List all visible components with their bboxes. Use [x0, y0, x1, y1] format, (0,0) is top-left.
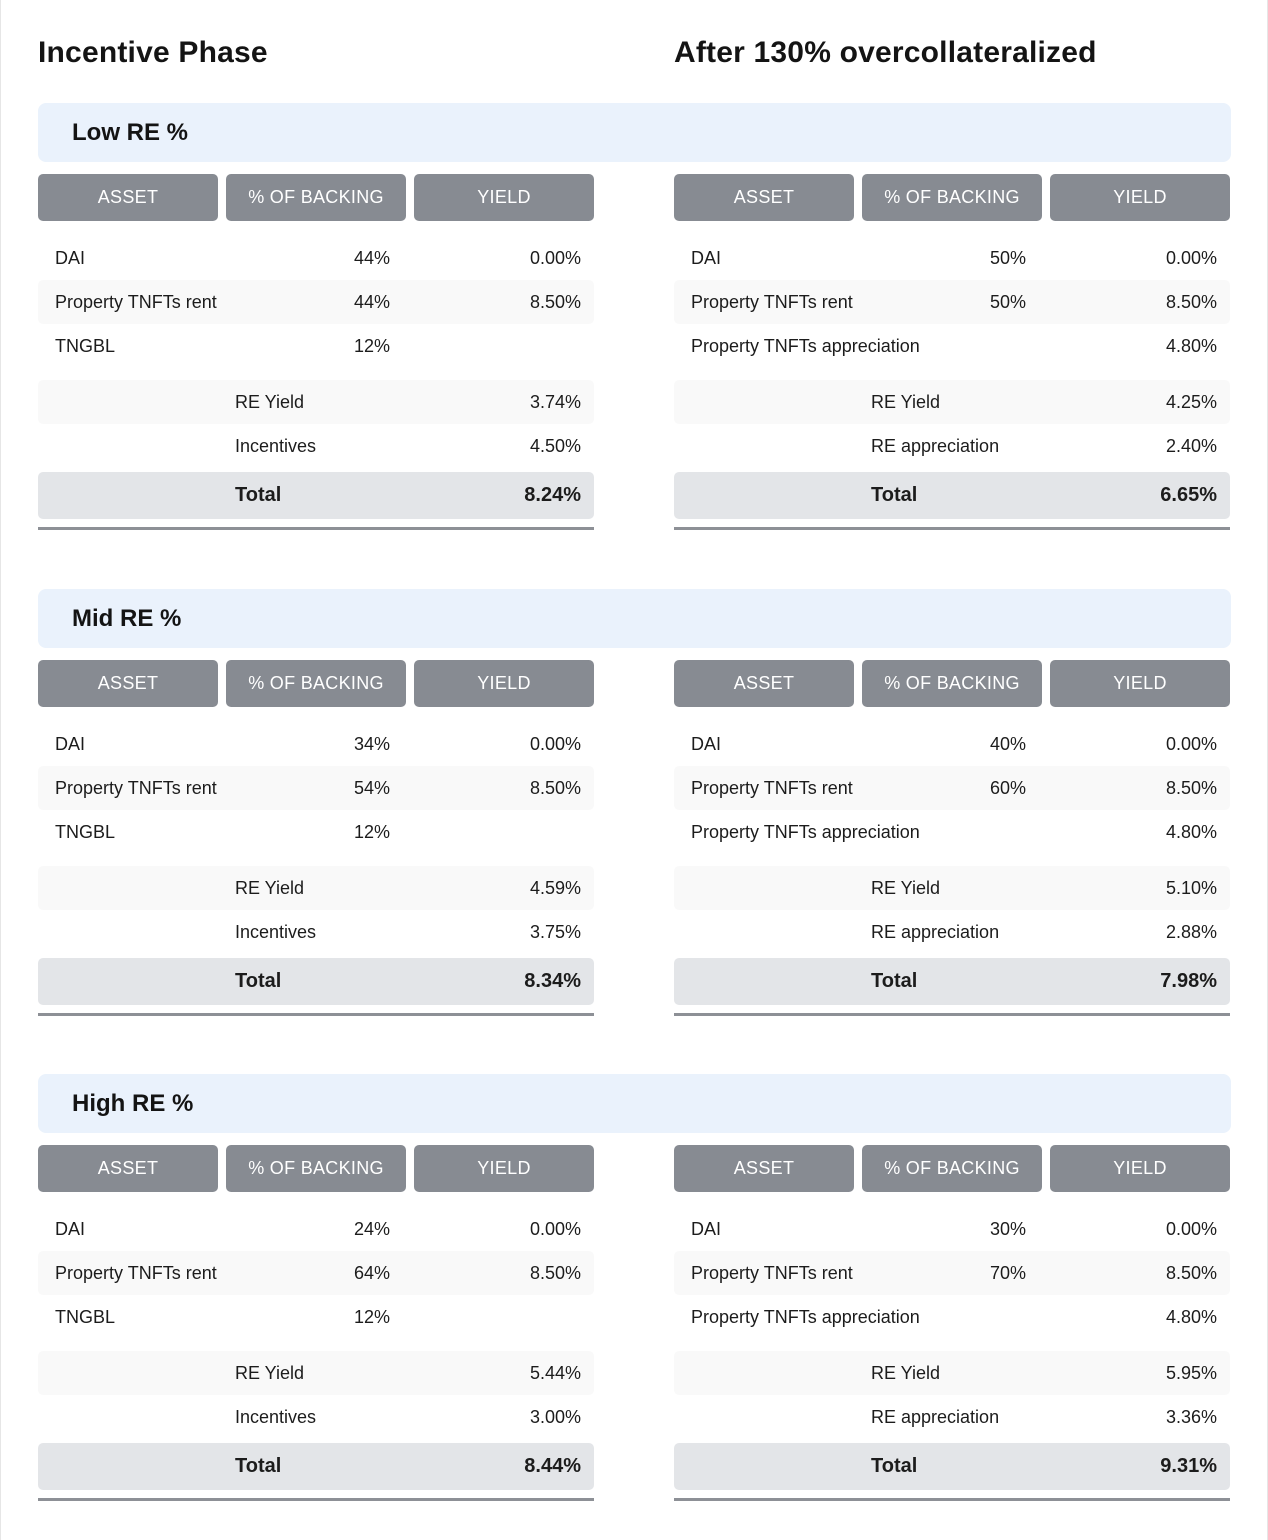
- summary-row: [674, 380, 1230, 424]
- summary-label: RE appreciation: [871, 436, 1000, 456]
- yield-column-header: YIELD: [1050, 1145, 1230, 1192]
- incentive-phase-heading: Incentive Phase: [38, 36, 268, 69]
- asset-name: DAI: [691, 248, 722, 268]
- asset-row: [674, 280, 1230, 324]
- backing-percent: 34%: [353, 734, 390, 754]
- asset-name: DAI: [55, 248, 86, 268]
- summary-value: 4.50%: [529, 436, 581, 456]
- asset-row: [38, 280, 594, 324]
- table-underline: [674, 1013, 1230, 1016]
- asset-yield: 8.50%: [1165, 778, 1217, 798]
- asset-row: [674, 766, 1230, 810]
- yield-column-header: YIELD: [414, 660, 594, 707]
- backing-column-header: % OF BACKING: [226, 660, 406, 707]
- summary-value: 2.88%: [1165, 922, 1217, 942]
- asset-name: Property TNFTs rent: [691, 778, 853, 798]
- backing-column-header: % OF BACKING: [862, 1145, 1042, 1192]
- incentive-phase-table: [38, 174, 594, 530]
- table-underline: [38, 527, 594, 530]
- table-underline: [674, 1498, 1230, 1501]
- summary-row: [674, 910, 1230, 954]
- asset-name: TNGBL: [55, 336, 116, 356]
- overcollateralized-heading: After 130% overcollateralized: [674, 36, 1097, 69]
- summary-value: 3.36%: [1165, 1407, 1217, 1427]
- scenario-title-band: [38, 1074, 1231, 1133]
- asset-name: Property TNFTs rent: [55, 778, 217, 798]
- summary-label: RE Yield: [871, 878, 941, 898]
- asset-yield: 0.00%: [529, 248, 581, 268]
- summary-row: [38, 910, 594, 954]
- scenario-title: Low RE %: [72, 119, 189, 146]
- asset-name: TNGBL: [55, 1307, 116, 1327]
- summary-row: [38, 1395, 594, 1439]
- summary-value: 3.75%: [529, 922, 581, 942]
- asset-row: [674, 1251, 1230, 1295]
- total-row: [38, 958, 594, 1005]
- summary-row: [38, 380, 594, 424]
- scenario-title: Mid RE %: [72, 605, 182, 632]
- summary-value: 5.44%: [529, 1363, 581, 1383]
- backing-percent: 24%: [353, 1219, 390, 1239]
- asset-row: [38, 1251, 594, 1295]
- table-underline: [38, 1013, 594, 1016]
- total-value: 8.44%: [524, 1455, 581, 1477]
- backing-percent: 60%: [989, 778, 1026, 798]
- asset-column-header: ASSET: [38, 174, 218, 221]
- summary-value: 5.95%: [1165, 1363, 1217, 1383]
- summary-value: 2.40%: [1165, 436, 1217, 456]
- summary-row: [674, 866, 1230, 910]
- yield-column-header: YIELD: [1050, 660, 1230, 707]
- asset-yield: 0.00%: [529, 1219, 581, 1239]
- asset-name: Property TNFTs rent: [691, 1263, 853, 1283]
- scenario-title-band: [38, 589, 1231, 648]
- total-row: [38, 1443, 594, 1490]
- asset-name: DAI: [691, 734, 722, 754]
- asset-name: DAI: [691, 1219, 722, 1239]
- asset-name: Property TNFTs appreciation: [691, 1307, 920, 1327]
- incentive-phase-table: [38, 1145, 594, 1501]
- total-value: 9.31%: [1160, 1455, 1217, 1477]
- summary-value: 3.74%: [529, 392, 581, 412]
- summary-value: 3.00%: [529, 1407, 581, 1427]
- asset-row: [674, 1207, 1230, 1251]
- backing-column-header: % OF BACKING: [226, 1145, 406, 1192]
- asset-row: [38, 810, 594, 854]
- asset-yield: 4.80%: [1165, 1307, 1217, 1327]
- summary-label: Incentives: [235, 922, 317, 942]
- total-value: 7.98%: [1160, 970, 1217, 992]
- asset-yield: 8.50%: [529, 1263, 581, 1283]
- overcollateralized-table: [674, 1145, 1230, 1501]
- asset-yield: 4.80%: [1165, 822, 1217, 842]
- asset-yield: 8.50%: [1165, 1263, 1217, 1283]
- summary-row: [38, 1351, 594, 1395]
- backing-percent: 70%: [989, 1263, 1026, 1283]
- backing-percent: 30%: [989, 1219, 1026, 1239]
- asset-yield: 8.50%: [529, 292, 581, 312]
- yield-column-header: YIELD: [1050, 174, 1230, 221]
- asset-row: [38, 722, 594, 766]
- backing-column-header: % OF BACKING: [862, 660, 1042, 707]
- backing-percent: 44%: [353, 248, 390, 268]
- asset-name: Property TNFTs rent: [55, 1263, 217, 1283]
- asset-row: [38, 324, 594, 368]
- asset-column-header: ASSET: [38, 1145, 218, 1192]
- total-label: Total: [235, 1455, 282, 1477]
- backing-percent: 54%: [353, 778, 390, 798]
- summary-row: [674, 1395, 1230, 1439]
- asset-name: TNGBL: [55, 822, 116, 842]
- backing-percent: 12%: [353, 336, 390, 356]
- asset-yield: 4.80%: [1165, 336, 1217, 356]
- asset-row: [38, 236, 594, 280]
- asset-row: [674, 236, 1230, 280]
- asset-yield: 0.00%: [529, 734, 581, 754]
- asset-yield: 0.00%: [1165, 1219, 1217, 1239]
- total-row: [674, 958, 1230, 1005]
- backing-percent: 50%: [989, 248, 1026, 268]
- summary-row: [674, 1351, 1230, 1395]
- asset-column-header: ASSET: [674, 660, 854, 707]
- yield-column-header: YIELD: [414, 1145, 594, 1192]
- total-label: Total: [235, 970, 282, 992]
- total-row: [674, 472, 1230, 519]
- total-label: Total: [871, 484, 918, 506]
- table-underline: [674, 527, 1230, 530]
- asset-column-header: ASSET: [674, 1145, 854, 1192]
- total-label: Total: [871, 970, 918, 992]
- asset-row: [674, 324, 1230, 368]
- backing-column-header: % OF BACKING: [862, 174, 1042, 221]
- asset-yield: 8.50%: [529, 778, 581, 798]
- overcollateralized-table: [674, 660, 1230, 1016]
- asset-name: Property TNFTs appreciation: [691, 336, 920, 356]
- overcollateralized-table: [674, 174, 1230, 530]
- total-row: [38, 472, 594, 519]
- total-label: Total: [871, 1455, 918, 1477]
- asset-column-header: ASSET: [38, 660, 218, 707]
- summary-row: [674, 424, 1230, 468]
- backing-percent: 12%: [353, 822, 390, 842]
- backing-percent: 40%: [989, 734, 1026, 754]
- summary-row: [38, 866, 594, 910]
- summary-label: RE Yield: [871, 1363, 941, 1383]
- asset-row: [674, 810, 1230, 854]
- scenario-section: [38, 589, 1231, 1029]
- backing-percent: 44%: [353, 292, 390, 312]
- asset-yield: 0.00%: [1165, 734, 1217, 754]
- backing-percent: 50%: [989, 292, 1026, 312]
- scenario-section: [38, 103, 1231, 543]
- asset-yield: 8.50%: [1165, 292, 1217, 312]
- total-value: 6.65%: [1160, 484, 1217, 506]
- total-value: 8.24%: [524, 484, 581, 506]
- summary-label: Incentives: [235, 1407, 317, 1427]
- asset-name: DAI: [55, 734, 86, 754]
- total-label: Total: [235, 484, 282, 506]
- scenario-title-band: [38, 103, 1231, 162]
- summary-label: RE appreciation: [871, 1407, 1000, 1427]
- asset-yield: 0.00%: [1165, 248, 1217, 268]
- backing-percent: 64%: [353, 1263, 390, 1283]
- total-row: [674, 1443, 1230, 1490]
- summary-row: [38, 424, 594, 468]
- scenario-title: High RE %: [72, 1090, 194, 1117]
- table-underline: [38, 1498, 594, 1501]
- asset-name: Property TNFTs rent: [55, 292, 217, 312]
- yield-column-header: YIELD: [414, 174, 594, 221]
- asset-row: [38, 1295, 594, 1339]
- backing-percent: 12%: [353, 1307, 390, 1327]
- incentive-phase-table: [38, 660, 594, 1016]
- summary-label: RE appreciation: [871, 922, 1000, 942]
- summary-label: RE Yield: [235, 878, 305, 898]
- asset-row: [38, 1207, 594, 1251]
- summary-label: Incentives: [235, 436, 317, 456]
- asset-row: [38, 766, 594, 810]
- asset-column-header: ASSET: [674, 174, 854, 221]
- asset-row: [674, 1295, 1230, 1339]
- summary-label: RE Yield: [871, 392, 941, 412]
- scenario-section: [38, 1074, 1231, 1514]
- summary-label: RE Yield: [235, 1363, 305, 1383]
- summary-value: 4.59%: [529, 878, 581, 898]
- asset-name: Property TNFTs rent: [691, 292, 853, 312]
- summary-value: 5.10%: [1165, 878, 1217, 898]
- total-value: 8.34%: [524, 970, 581, 992]
- asset-name: DAI: [55, 1219, 86, 1239]
- summary-label: RE Yield: [235, 392, 305, 412]
- summary-value: 4.25%: [1165, 392, 1217, 412]
- asset-name: Property TNFTs appreciation: [691, 822, 920, 842]
- asset-row: [674, 722, 1230, 766]
- backing-column-header: % OF BACKING: [226, 174, 406, 221]
